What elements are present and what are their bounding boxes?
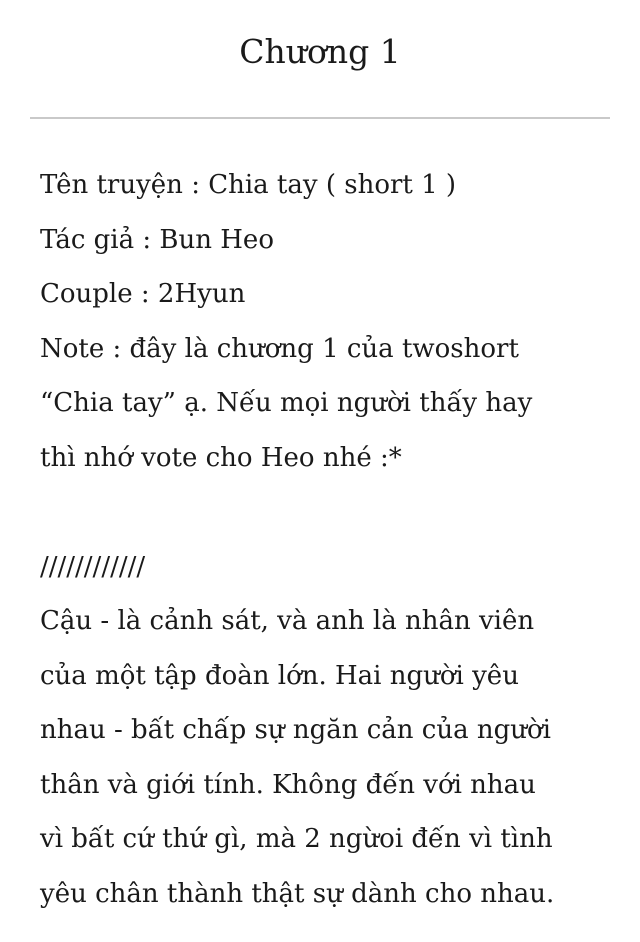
body-text-line: Cậu - là cảnh sát, và anh là nhân viên (40, 606, 535, 636)
story-body (40, 158, 610, 921)
body-text-line: thân và giới tính. Không đến với nhau (40, 769, 536, 800)
chapter-header (0, 0, 640, 118)
note-line: thì nhớ vote cho Heo nhé :* (40, 442, 402, 473)
body-text-line: nhau - bất chấp sự ngăn cản của người (40, 715, 551, 745)
section-separator: //////////// (40, 551, 146, 582)
body-text-line: của một tập đoàn lớn. Hai người yêu (40, 660, 519, 691)
author-line: Tác giả : Bun Heo (40, 224, 274, 255)
body-text-line: vì bất cứ thứ gì, mà 2 ngừoi đến vì tình (40, 824, 553, 854)
title-divider (30, 117, 610, 119)
couple-line: Couple : 2Hyun (40, 279, 246, 309)
story-name-line: Tên truyện : Chia tay ( short 1 ) (40, 170, 457, 200)
paragraph-gap (40, 485, 610, 540)
note-line: Note : đây là chương 1 của twoshort (40, 333, 519, 364)
body-text-line: yêu chân thành thật sự dành cho nhau. (40, 878, 555, 909)
note-line: “Chia tay” ạ. Nếu mọi người thấy hay (40, 388, 533, 418)
chapter-title: Chương 1 (239, 32, 401, 71)
